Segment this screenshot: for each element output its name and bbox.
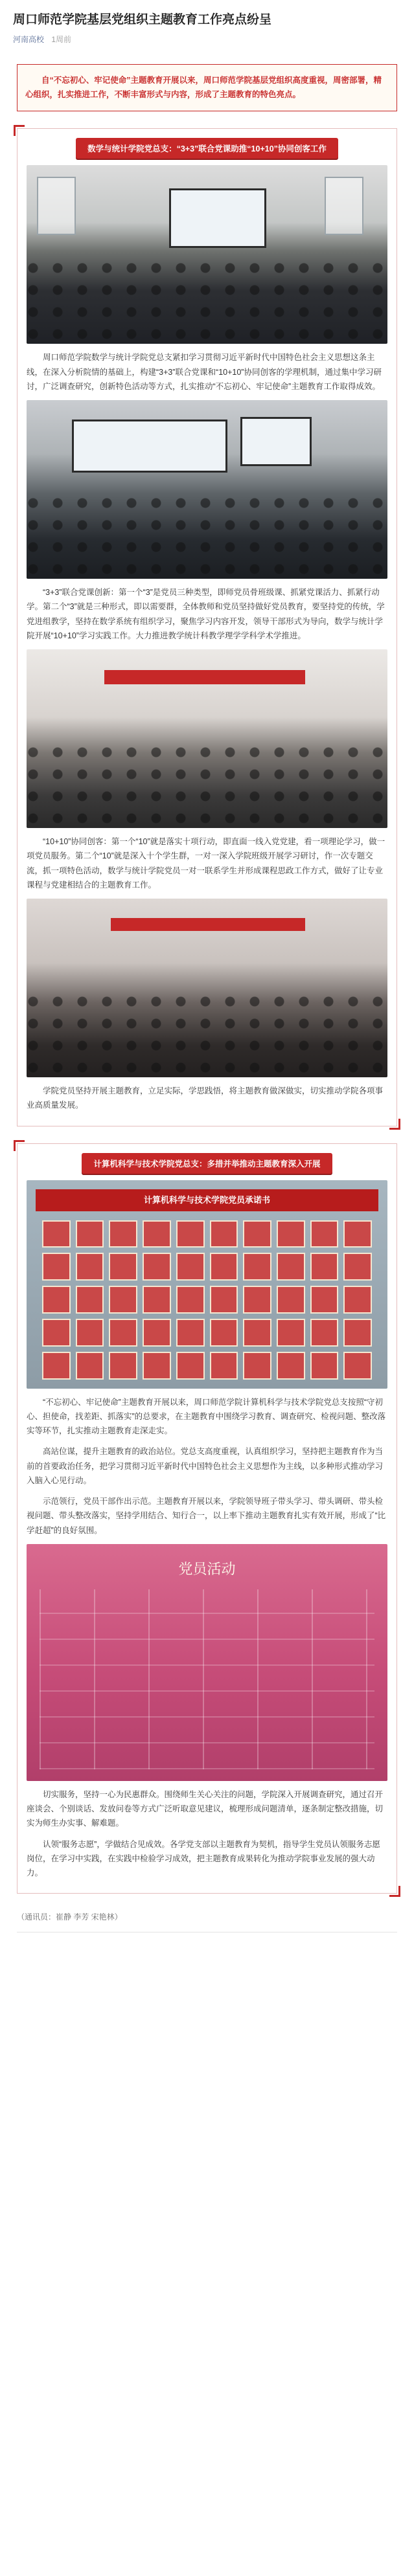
window — [325, 177, 363, 235]
intro-box — [17, 64, 397, 112]
para-cs-3: 示范领行，党员干部作出示范。主题教育开展以来，学院领导班子带头学习、带头调研、带头检视问题、带头整改落实，坚持学用结合、知行合一，以上率下推动主题教育扎实有效开展，形成了“比学赶超”的良好氛围。 — [27, 1497, 386, 1535]
para-cs-1: “不忘初心、牢记使命”主题教育开展以来，周口师范学院计算机科学与技术学院党总支按照“守初心、担使命，找差距、抓落实”的总要求，在主题教育中围绕学习教育、调查研究、检视问题、整改落实等环节，扎实推动主题教育走深走实。 — [27, 1397, 386, 1436]
photo-party-lesson — [27, 400, 387, 579]
meeting-banner — [111, 918, 305, 931]
activity-board-title: 党员活动 — [178, 1561, 236, 1578]
article-header — [0, 0, 414, 51]
photo-activity-board — [27, 1544, 387, 1781]
para-math-2: “3+3”联合党课创新：第一个“3”是党员三种类型，即师党员骨班级课、抓紧党课活力、抓紧行动学。第二个“3”就是三种形式，即以需要群，全体教师和党员坚持做好党员教育，要坚持党的传统，学党进组教学，坚持在数学系统有组织学习，聚焦学习内容开发，领导干部形式为导向，数学与统计学院开展“10+10”学习实践工作。大力推进教学统计科教学理学学科学术学推进。 — [27, 588, 385, 640]
meeting-banner — [104, 670, 305, 684]
audience — [27, 497, 387, 579]
photo-meeting-room — [27, 649, 387, 828]
para-cs-4: 切实服务，坚持一心为民惠群众。围绕师生关心关注的问题，学院深入开展调查研究，通过召开座谈会、个别谈话、发放问卷等方式广泛听取意见建议，梳理形成问题清单，逐条制定整改措施，切实为师生办实事、解难题。 — [27, 1789, 384, 1828]
para-cs-5: 认领“服务志愿”，学做结合见成效。各学党支部以主题教育为契机，指导学生党员认领服务志愿岗位，在学习中实践，在实践中检验学习成效，把主题教育成果转化为推动学院事业发展的强大动力。 — [27, 1839, 380, 1878]
photo-meeting-room-2 — [27, 899, 387, 1077]
audience — [27, 262, 387, 344]
attendees — [27, 995, 387, 1077]
article-meta — [13, 34, 401, 45]
para-math-1: 周口师范学院数学与统计学院党总支紧扣学习贯彻习近平新时代中国特色社会主义思想这条主线，在深入分析院情的基础上，构建“3+3”联合党课和“10+10”协同创客的学理机制，通过集中学习研讨，广泛调查研究，创新特色活动等方式，扎实推动“不忘初心、牢记使命”主题教育工作取得成效。 — [27, 353, 382, 391]
section-math-stats — [17, 128, 397, 1126]
pledge-board-title: 计算机科学与技术学院党员承诺书 — [36, 1189, 378, 1211]
reporter-credit: （通讯员：崔静 李芳 宋艳林） — [17, 1912, 122, 1922]
projector-screen — [169, 188, 266, 248]
pledge-photo-grid — [42, 1220, 372, 1380]
para-math-4: 学院党员坚持开展主题教育，立足实际，学思践悟，将主题教育做深做实，切实推动学院各项事业高质量发展。 — [27, 1086, 384, 1110]
projector-screen — [240, 417, 312, 466]
window — [37, 177, 76, 235]
blackboard-screen — [72, 420, 227, 473]
source-link[interactable]: 河南高校 — [13, 34, 45, 44]
para-math-3: “10+10”协同创客：第一个“10”就是落实十项行动，即直面一线入党党建，看一项理论学习，做一项党员服务。第二个“10”就是深入十个学生群，一对一深入学院班级开展学习研讨，作一次专题交流，抓一项特色活动，数学与统计学院党员一对一联系学生并形成课程思政工作方式，做好了让专业课程与党建相结合的主题教育工作。 — [27, 837, 385, 890]
article-title: 周口师范学院基层党组织主题教育工作亮点纷呈 — [13, 13, 272, 27]
publish-date: 1周前 — [51, 34, 72, 44]
activity-table — [40, 1589, 374, 1769]
intro-highlight: 自“不忘初心、牢记使命”主题教育开展以来，周口师范学院基层党组织高度重视，周密部署，精心组织，扎实推进工作，不断丰富形式与内容，形成了主题教育的特色亮点。 — [25, 75, 382, 99]
photo-pledge-board — [27, 1180, 387, 1389]
photo-classroom-lecture — [27, 165, 387, 344]
section-banner-math: 数学与统计学院党总支：“3+3”联合党课助推“10+10”协同创客工作 — [76, 138, 338, 159]
attendees — [27, 746, 387, 828]
section-computer-science — [17, 1143, 397, 1894]
intro-text — [25, 74, 389, 102]
para-cs-2: 高站位谋，提升主题教育的政治站位。党总支高度重视，认真组织学习，坚持把主题教育作为当前的首要政治任务，把学习贯彻习近平新时代中国特色社会主义思想作为主线，以多种形式推动学习入脑入心见行动。 — [27, 1447, 384, 1485]
section-banner-cs: 计算机科学与技术学院党总支：多措并举推动主题教育深入开展 — [82, 1153, 332, 1174]
